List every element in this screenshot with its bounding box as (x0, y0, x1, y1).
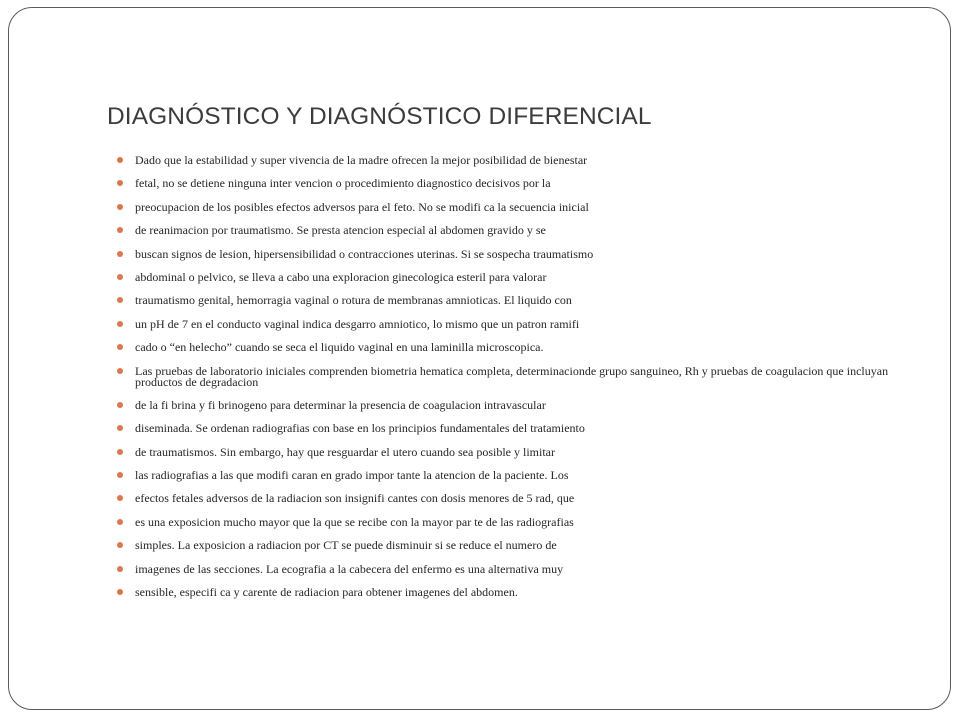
bullet-text: las radiografias a las que modifi caran en grado impor tante la atencion de la paciente. Los (135, 468, 569, 483)
bullet-dot-icon (117, 297, 123, 303)
bullet-dot-icon (117, 251, 123, 257)
bullet-text: de traumatismos. Sin embargo, hay que resguardar el utero cuando sea posible y limitar (135, 444, 555, 459)
bullet-text: preocupacion de los posibles efectos adversos para el feto. No se modifi ca la secuencia inicial (135, 199, 589, 214)
bullet-dot-icon (117, 402, 123, 408)
bullet-dot-icon (117, 180, 123, 186)
bullet-dot-icon (117, 157, 123, 163)
bullet-text: Las pruebas de laboratorio iniciales comprenden biometria hematica completa, determinacionde grupo sanguineo, Rh y pruebas de coagulacion que incluyan productos de degradacion (135, 363, 889, 389)
bullet-text: de reanimacion por traumatismo. Se presta atencion especial al abdomen gravido y se (135, 223, 546, 238)
bullet-dot-icon (117, 472, 123, 478)
bullet-item (117, 493, 907, 504)
bullet-text: Dado que la estabilidad y super vivencia de la madre ofrecen la mejor posibilidad de bienestar (135, 153, 588, 167)
bullet-dot-icon (117, 519, 123, 525)
bullet-dot-icon (117, 425, 123, 431)
bullet-dot-icon (117, 589, 123, 595)
bullet-dot-icon (117, 321, 123, 327)
bullet-text: de la fi brina y fi brinogeno para determinar la presencia de coagulacion intravascular (135, 397, 546, 412)
bullet-item (117, 423, 907, 434)
bullet-item (117, 470, 907, 481)
bullet-item (117, 540, 907, 551)
bullet-item (117, 316, 907, 331)
bullet-list (117, 155, 907, 610)
bullet-text: simples. La exposicion a radiacion por CT se puede disminuir si se reduce el numero de (135, 538, 557, 553)
bullet-dot-icon (117, 566, 123, 572)
bullet-item (117, 342, 907, 353)
bullet-text: imagenes de las secciones. La ecografia a la cabecera del enfermo es una alternativa muy (135, 561, 564, 576)
bullet-text: diseminada. Se ordenan radiografias con base en los principios fundamentales del tratamiento (135, 421, 585, 436)
bullet-dot-icon (117, 227, 123, 233)
bullet-item (117, 155, 907, 166)
bullet-item (117, 514, 907, 529)
bullet-item (117, 246, 907, 261)
bullet-text: es una exposicion mucho mayor que la que se recibe con la mayor par te de las radiografias (135, 514, 574, 529)
bullet-item (117, 561, 907, 576)
bullet-text: sensible, especifi ca y carente de radiacion para obtener imagenes del abdomen. (135, 585, 518, 600)
slide-title: DIAGNÓSTICO Y DIAGNÓSTICO DIFERENCIAL (107, 103, 652, 130)
bullet-item (117, 397, 907, 412)
bullet-dot-icon (117, 344, 123, 350)
bullet-item (117, 225, 907, 236)
bullet-dot-icon (117, 204, 123, 210)
bullet-item (117, 363, 907, 389)
bullet-text: un pH de 7 en el conducto vaginal indica desgarro amniotico, lo mismo que un patron ramifi (135, 316, 580, 331)
bullet-text: buscan signos de lesion, hipersensibilidad o contracciones uterinas. Si se sospecha traumatismo (135, 246, 594, 261)
bullet-item (117, 178, 907, 189)
bullet-dot-icon (117, 449, 123, 455)
bullet-dot-icon (117, 542, 123, 548)
bullet-dot-icon (117, 274, 123, 280)
bullet-dot-icon (117, 495, 123, 501)
bullet-text: efectos fetales adversos de la radiacion son insignifi cantes con dosis menores de 5 rad, que (135, 491, 575, 506)
bullet-item (117, 444, 907, 459)
bullet-item (117, 295, 907, 306)
bullet-text: traumatismo genital, hemorragia vaginal o rotura de membranas amnioticas. El liquido con (135, 293, 572, 308)
bullet-item (117, 587, 907, 598)
bullet-text: cado o “en helecho” cuando se seca el liquido vaginal en una laminilla microscopica. (135, 340, 544, 355)
bullet-dot-icon (117, 368, 123, 374)
bullet-item (117, 199, 907, 214)
bullet-item (117, 269, 907, 284)
bullet-text: fetal, no se detiene ninguna inter vencion o procedimiento diagnostico decisivos por la (135, 176, 551, 191)
bullet-text: abdominal o pelvico, se lleva a cabo una exploracion ginecologica esteril para valorar (135, 269, 547, 284)
